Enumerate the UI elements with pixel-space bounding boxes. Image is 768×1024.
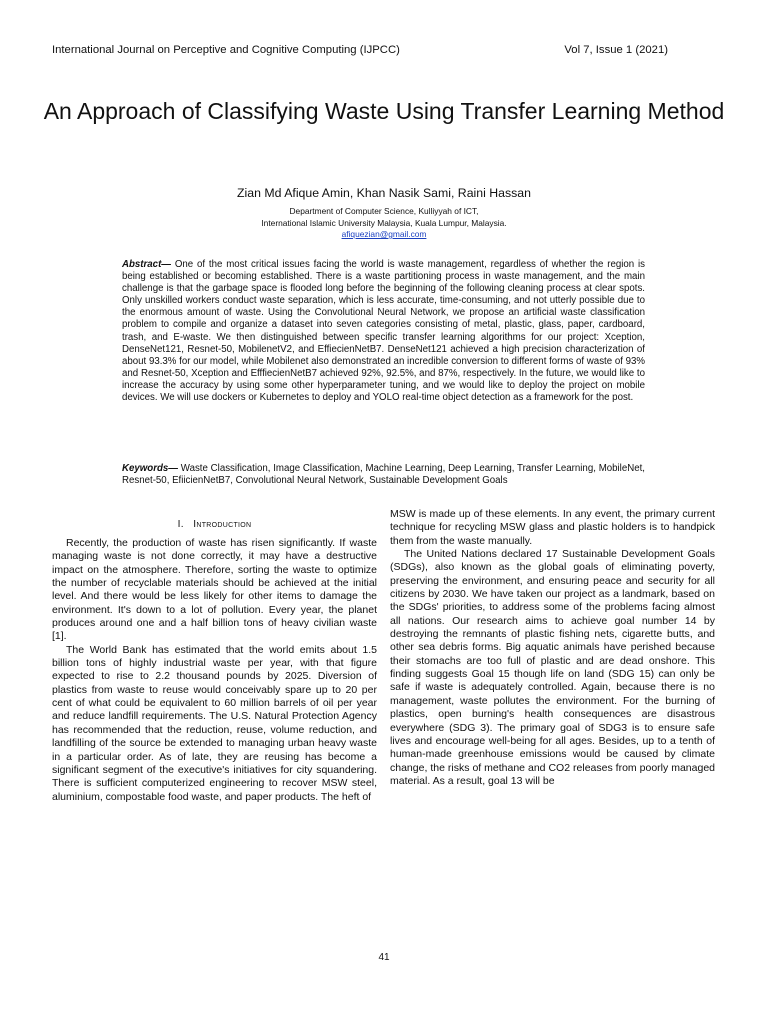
keywords-label: Keywords— [122, 463, 178, 474]
left-column [52, 537, 377, 804]
author-list: Zian Md Afique Amin, Khan Nasik Sami, Raini Hassan [237, 186, 531, 200]
journal-name: International Journal on Perceptive and Cognitive Computing (IJPCC) [52, 44, 400, 56]
abstract [122, 259, 645, 404]
intro-paragraph-1: Recently, the production of waste has risen significantly. If waste managing waste is not done correctly, it may have a destructive impact on the atmosphere. Therefore, sorting the waste to optimize the number of recyclable materials should be achieved at the initial level. And there would be less likely for other items to damage the environment. It's down to a lot of pollution. Every year, the planet produces around one and a half billion tons of heavy civilian waste [1]. [52, 537, 377, 643]
intro-paragraph-2: The World Bank has estimated that the world emits about 1.5 billion tons of highly industrial waste per year, with that figure expected to rise to 2.2 thousand pounds by 2025. Diversion of plastics from waste to reuse would conceivably spare up to 20 per cent of what could be equivalent to 60 million barrels of oil per year and reduce landfill requirements. The U.S. Natural Protection Agency has recommended that the reduction, reuse, volume reduction, and landfilling of the source be extended to managing urban heavy waste in a particular order. As of late, they are reusing has become a significant segment of the executive's initiatives for city squandering. There is sufficient computerized engineering to recover MSW steel, aluminium, compostable food waste, and paper products. The heft of [52, 643, 377, 803]
section-heading-introduction: I. Introduction [177, 519, 252, 530]
intro-paragraph-3: MSW is made up of these elements. In any event, the primary current technique for recycling MSW glass and plastic holders is to handpick them from the waste manually. [390, 508, 715, 547]
journal-volume: Vol 7, Issue 1 (2021) [564, 44, 668, 56]
intro-paragraph-4: The United Nations declared 17 Sustainable Development Goals (SDGs), also known as the global goals of eliminating poverty, preserving the environment, and ensuring peace and security for all citizens by 2030. We have taken our project as a landmark, based on the SDGs' priorities, to address some of the problems facing almost all nations. Our research aims to achieve goal number 14 by destroying the remnants of plastic fishing nets, cigarette butts, and other sea debris forms. Big aquatic animals have perished because their stomachs are too full of plastic and are dead onshore. This finding suggests Goal 15 though life on land (SDG 15) can only be safe if waste is adequately controlled. Again, because there is no management, waste pollutes the environment. For the burning of plastics, open burning's health consequences are disastrous everywhere (SDG 3). The primary goal of SDG3 is to ensure safe lives and encourage well-being for all ages. Besides, up to a tenth of human-made greenhouse emissions would be caused by climate change, the risks of methane and CO2 releases from poorly managed material. As a result, goal 13 will be [390, 548, 715, 787]
page-number: 41 [378, 952, 390, 963]
abstract-label: Abstract— [122, 259, 171, 270]
affiliation-department: Department of Computer Science, Kulliyyah of ICT, [289, 206, 479, 216]
keywords [122, 463, 645, 487]
paper-title: An Approach of Classifying Waste Using Transfer Learning Method [43, 98, 725, 124]
keywords-text: Waste Classification, Image Classification, Machine Learning, Deep Learning, Transfer Learning, MobileNet, Resnet-50, EfiicienNetB7, Convolutional Neural Network, Sustainable Development Goals [122, 463, 645, 487]
abstract-text: One of the most critical issues facing the world is waste management, regardless of whether the region is being established or becoming established. There is a waste partitioning process in waste management, and the main challenge is that the garbage space is flooded long before the beginning of the following cleaning process at clear spots. Only unskilled workers conduct waste separation, which is less accurate, time-consuming, and not utterly possible due to the enormous amount of waste. Using the Convolutional Neural Network, we propose an artificial waste classification problem to compile and organize a dataset into seven categories consisting of metal, plastic, glass, paper, cardboard, trash, and E-waste. We then distinguished between specific transfer learning algorithms for our project: Xception, DenseNet121, Resnet-50, MobilenetV2, and EffiecienNetB7. DenseNet121 achieved a high precision characterization of about 93.3% for our model, while Mobilenet also demonstrated an incredible conversion to different forms of waste of 93% and Resnet-50, Xception and EfffiecienNetB7 achieved 92%, 92.5%, and 87%, respectively. In the future, we would like to increase the accuracy by using some other hyperparameter tuning, and we would like to deploy the project on mobile devices. We will use dockers or Kubernetes to deploy and YOLO real-time object detection as a framework for the post. [122, 259, 645, 404]
affiliation-university: International Islamic University Malaysia, Kuala Lumpur, Malaysia. [261, 217, 507, 228]
author-email-link[interactable]: afiquezian@gmail.com [341, 229, 427, 239]
running-header [52, 44, 668, 56]
right-column [390, 508, 715, 788]
affiliation [0, 206, 768, 241]
